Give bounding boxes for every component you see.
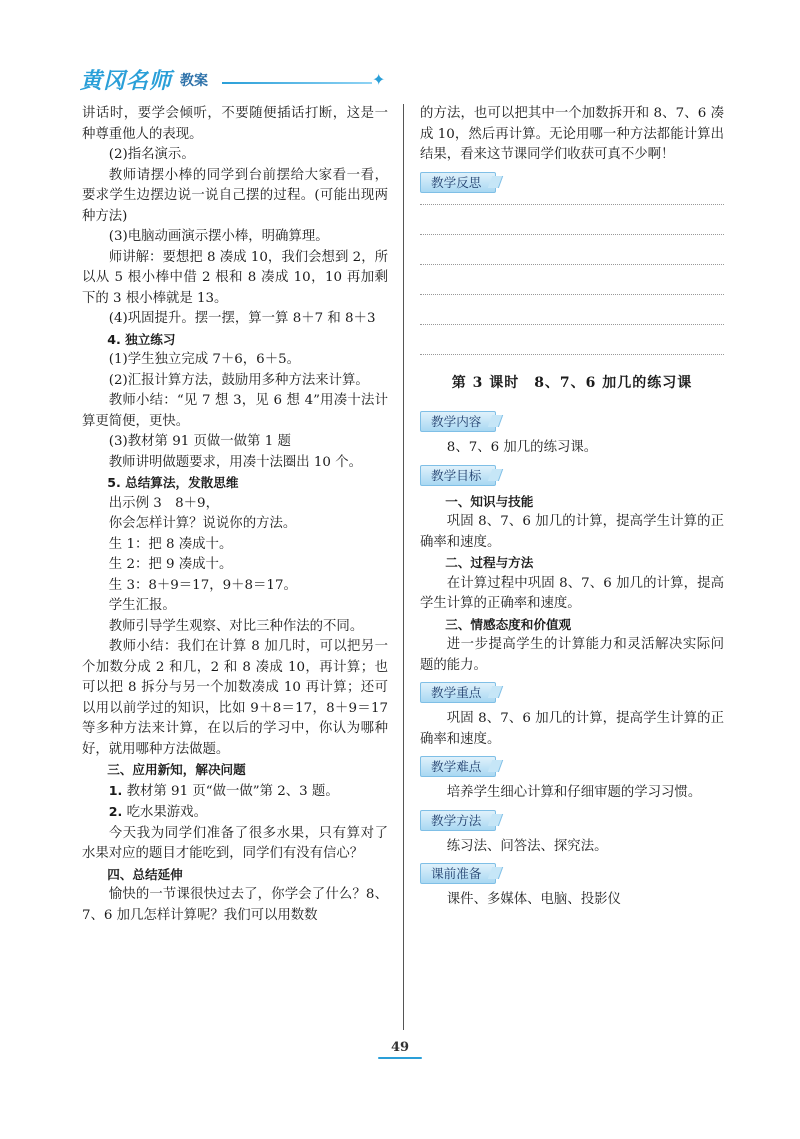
paragraph: 愉快的一节课很快过去了，你学会了什么？8、7、6 加几怎样计算呢？我们可以用数数	[82, 887, 388, 923]
page-number-underline	[378, 1057, 422, 1059]
paragraph: 巩固 8、7、6 加几的计算，提高学生计算的正确率和速度。	[420, 514, 724, 550]
key-points-tag: 教学重点	[420, 682, 496, 703]
page-header	[80, 64, 410, 100]
paragraph: 练习法、问答法、探究法。	[446, 838, 608, 854]
paragraph: (1)学生独立完成 7＋6，6＋5。	[108, 352, 301, 367]
section-heading: 5. 总结算法，发散思维	[107, 475, 239, 490]
paragraph: 生 1：把 8 凑成十。	[108, 536, 233, 552]
writing-line	[420, 293, 724, 295]
goal-heading: 三、情感态度和价值观	[445, 616, 572, 632]
writing-line	[420, 233, 724, 235]
paragraph: 生 2：把 9 凑成十。	[108, 557, 233, 572]
paragraph: 教师请摆小棒的同学到台前摆给大家看一看，要求学生边摆边说一说自己摆的过程。(可能出现两种方法)	[82, 167, 388, 224]
list-item: 2. 吃水果游戏。	[108, 804, 207, 820]
paragraph: 教师引导学生观察、对比三种作法的不同。	[108, 618, 364, 634]
paragraph: 讲话时，要学会倾听，不要随便插话打断，这是一种尊重他人的表现。	[82, 106, 388, 142]
paragraph: 学生汇报。	[108, 598, 176, 613]
goals-tag: 教学目标	[420, 465, 496, 486]
star-icon: ✦	[372, 70, 386, 89]
paragraph: (3)电脑动画演示摆小棒，明确算理。	[108, 229, 329, 244]
reflection-tag: 教学反思	[420, 172, 496, 193]
paragraph: 你会怎样计算？说说你的方法。	[108, 516, 297, 531]
writing-line	[420, 263, 724, 265]
paragraph: (4)巩固提升。摆一摆，算一算 8＋7 和 8＋3	[108, 311, 376, 326]
paragraph: 出示例 3 8＋9，	[108, 495, 219, 511]
list-item: 1. 教材第 91 页“做一做”第 2、3 题。	[108, 782, 339, 799]
paragraph: 8、7、6 加几的练习课。	[446, 440, 598, 455]
paragraph: 教师小结：我们在计算 8 加几时，可以把另一个加数分成 2 和几，2 和 8 凑成 10，再计算；也可以把 8 拆分与另一个加数凑成 10 再计算；还可以用以前学过的知识，比如 9＋8＝17，8＋9＝17 等多种方法来计算，在以后的学习中，你认为哪种好，就用哪种方法做题。	[82, 639, 388, 757]
paragraph: (2)指名演示。	[108, 147, 195, 162]
paragraph: (2)汇报计算方法，鼓励用多种方法来计算。	[108, 372, 369, 388]
paragraph: 在计算过程中巩固 8、7、6 加几的计算，提高学生计算的正确率和速度。	[420, 575, 724, 611]
page-number: 49	[390, 1040, 410, 1055]
writing-line	[420, 323, 724, 325]
brand-subtitle: 教案	[180, 73, 208, 89]
method-tag: 教学方法	[420, 810, 496, 831]
section-heading: 4. 独立练习	[107, 331, 176, 347]
brand-logo: 黄冈名师	[80, 69, 173, 94]
paragraph: 师讲解：要想把 8 凑成 10，我们会想到 2，所以从 5 根小棒中借 2 根和 8 凑成 10，10 再加剩下的 3 根小棒就是 13。	[82, 249, 388, 306]
paragraph: 生 3：8＋9＝17，9＋8＝17。	[108, 577, 297, 593]
reflection-lines	[420, 203, 724, 355]
writing-line	[420, 353, 724, 355]
paragraph: 课件、多媒体、电脑、投影仪	[446, 892, 621, 907]
section-heading: 四、总结延伸	[107, 866, 183, 882]
goal-heading: 一、知识与技能	[445, 493, 534, 509]
paragraph: 培养学生细心计算和仔细审题的学习习惯。	[446, 785, 702, 800]
paragraph: 今天我为同学们准备了很多水果，只有算对了水果对应的题目才能吃到，同学们有没有信心？	[82, 825, 388, 861]
lesson-title: 第 3 课时 8、7、6 加几的练习课	[451, 374, 693, 391]
column-divider	[403, 104, 404, 1030]
header-rule	[222, 82, 372, 84]
content-tag: 教学内容	[420, 411, 496, 432]
left-column	[82, 104, 388, 926]
writing-line	[420, 203, 724, 205]
difficulties-tag: 教学难点	[420, 756, 496, 777]
paragraph: 教师小结：“见 7 想 3，见 6 想 4”用凑十法计算更简便，更快。	[82, 393, 388, 429]
paragraph: 巩固 8、7、6 加几的计算，提高学生计算的正确率和速度。	[420, 711, 724, 747]
goal-heading: 二、过程与方法	[445, 555, 534, 570]
right-column	[420, 104, 724, 911]
paragraph: 教师讲明做题要求，用凑十法圈出 10 个。	[108, 454, 362, 470]
preparation-tag: 课前准备	[420, 863, 496, 884]
paragraph: 的方法，也可以把其中一个加数拆开和 8、7、6 凑成 10，然后再计算。无论用哪一种方法都能计算出结果，看来这节课同学们收获可真不少啊！	[420, 106, 724, 162]
section-heading: 三、应用新知，解决问题	[107, 762, 246, 777]
paragraph: 进一步提高学生的计算能力和灵活解决实际问题的能力。	[420, 637, 724, 673]
paragraph: (3)教材第 91 页做一做第 1 题	[108, 434, 291, 449]
